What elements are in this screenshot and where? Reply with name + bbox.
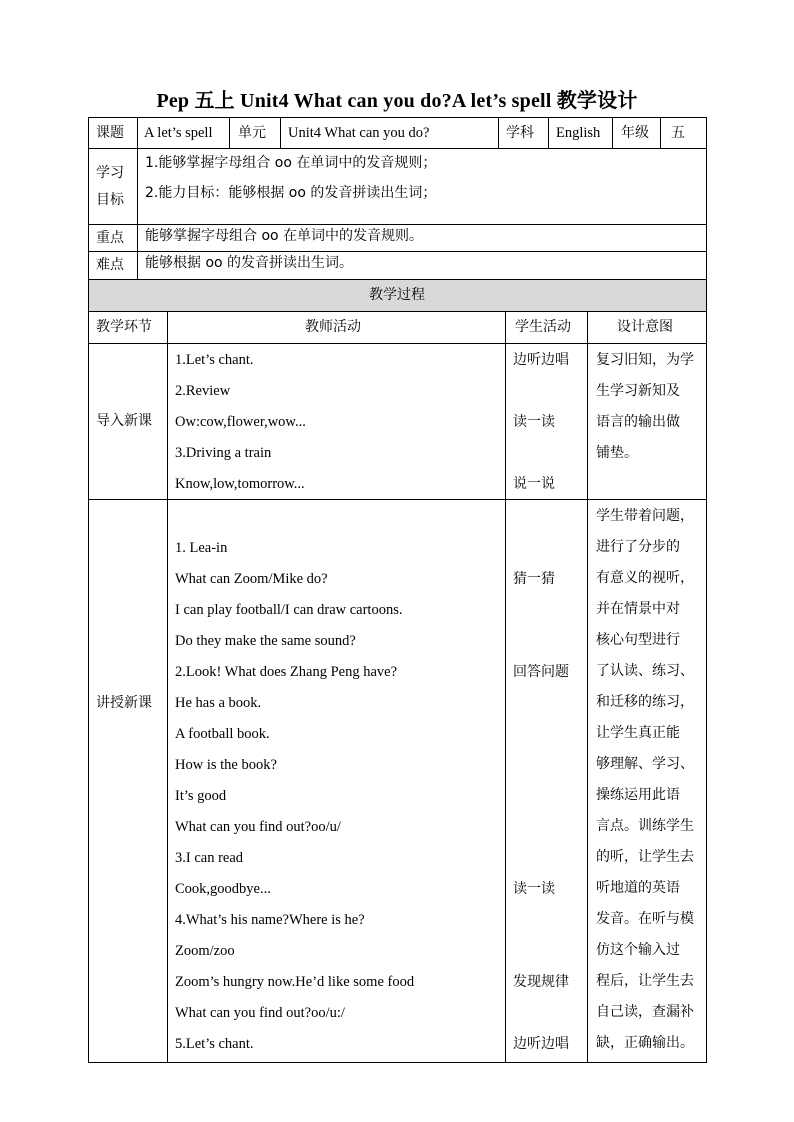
teacher-line: 2.Review	[175, 383, 231, 399]
intent-line: 了认读、练习、	[596, 663, 694, 679]
subject-value: English	[556, 125, 601, 141]
intent-line: 和迁移的练习，	[596, 694, 694, 710]
teacher-line: Ow:cow,flower,wow...	[175, 414, 306, 430]
student-line: 边听边唱	[513, 1036, 569, 1052]
goals-label-line2: 目标	[96, 192, 124, 208]
teacher-line: 3.Driving a train	[175, 445, 272, 461]
intent-line: 听地道的英语	[596, 880, 680, 896]
intent-line: 生学习新知及	[596, 383, 680, 399]
intent-line: 进行了分步的	[596, 539, 680, 555]
student-line: 说一说	[513, 476, 555, 492]
section2-stage: 讲授新课	[96, 695, 152, 711]
intent-line: 言点。训练学生	[596, 818, 694, 834]
intent-line: 铺垫。	[596, 445, 638, 461]
intent-line: 发音。在听与模	[596, 911, 694, 927]
teacher-line: How is the book?	[175, 757, 277, 773]
document-title: Pep 五上 Unit4 What can you do?A let’s spell 教学设计	[156, 90, 638, 112]
teacher-line: 5.Let’s chant.	[175, 1036, 254, 1052]
col-teacher: 教师活动	[305, 319, 361, 335]
unit-value: Unit4 What can you do?	[288, 125, 430, 141]
difficulty-value: 能够根据 oo 的发音拼读出生词。	[145, 255, 354, 271]
goals-label-line1: 学习	[96, 165, 124, 181]
teacher-line: 1. Lea-in	[175, 540, 228, 556]
teacher-line: A football book.	[175, 726, 270, 742]
student-line: 发现规律	[513, 974, 569, 990]
intent-line: 让学生真正能	[596, 725, 680, 741]
intent-line: 复习旧知，为学	[596, 352, 694, 368]
intent-line: 仿这个输入过	[596, 942, 680, 958]
goal-item: 1.能够掌握字母组合 oo 在单词中的发音规则；	[145, 155, 437, 171]
intent-line: 程后，让学生去	[596, 973, 694, 989]
teacher-line: What can you find out?oo/u/	[175, 819, 341, 835]
intent-line: 并在情景中对	[596, 601, 680, 617]
teacher-line: He has a book.	[175, 695, 262, 711]
intent-line: 核心句型进行	[596, 632, 680, 648]
section1-stage: 导入新课	[96, 413, 152, 429]
teacher-line: I can play football/I can draw cartoons.	[175, 602, 403, 618]
intent-line: 语言的输出做	[596, 414, 680, 430]
teacher-line: 3.I can read	[175, 850, 244, 866]
unit-label: 单元	[238, 125, 266, 141]
subject-label: 学科	[506, 125, 534, 141]
teacher-line: What can you find out?oo/u:/	[175, 1005, 345, 1021]
goal-item: 2.能力目标：能够根据 oo 的发音拼读出生词；	[145, 185, 437, 201]
col-stage: 教学环节	[96, 319, 152, 335]
teacher-line: Zoom/zoo	[175, 943, 235, 959]
key-point-value: 能够掌握字母组合 oo 在单词中的发音规则。	[145, 228, 424, 244]
student-line: 读一读	[513, 414, 555, 430]
process-header: 教学过程	[369, 287, 425, 303]
student-line: 回答问题	[513, 664, 569, 680]
grade-label: 年级	[621, 125, 649, 141]
intent-line: 有意义的视听，	[596, 570, 694, 586]
teacher-line: 4.What’s his name?Where is he?	[175, 912, 365, 928]
intent-line: 自己读，查漏补	[596, 1004, 694, 1020]
intent-line: 缺，正确输出。	[596, 1035, 694, 1051]
col-intent: 设计意图	[617, 319, 673, 335]
teacher-line: 1.Let’s chant.	[175, 352, 254, 368]
difficulty-label: 难点	[96, 257, 124, 273]
grade-value: 五	[671, 125, 685, 141]
col-student: 学生活动	[515, 319, 571, 335]
key-point-label: 重点	[96, 230, 124, 246]
teacher-line: Know,low,tomorrow...	[175, 476, 305, 492]
student-line: 猜一猜	[513, 571, 555, 587]
topic-label: 课题	[96, 125, 124, 141]
teacher-line: Zoom’s hungry now.He’d like some food	[175, 974, 415, 990]
intent-line: 的听，让学生去	[596, 849, 694, 865]
topic-value: A let’s spell	[144, 125, 213, 141]
teacher-line: 2.Look! What does Zhang Peng have?	[175, 664, 398, 680]
intent-line: 学生带着问题，	[596, 508, 694, 524]
intent-line: 操练运用此语	[596, 787, 680, 803]
intent-line: 够理解、学习、	[596, 756, 694, 772]
student-line: 读一读	[513, 881, 555, 897]
teacher-line: Do they make the same sound?	[175, 633, 356, 649]
teacher-line: What can Zoom/Mike do?	[175, 571, 328, 587]
student-line: 边听边唱	[513, 352, 569, 368]
teacher-line: It’s good	[175, 788, 227, 804]
teacher-line: Cook,goodbye...	[175, 881, 271, 897]
